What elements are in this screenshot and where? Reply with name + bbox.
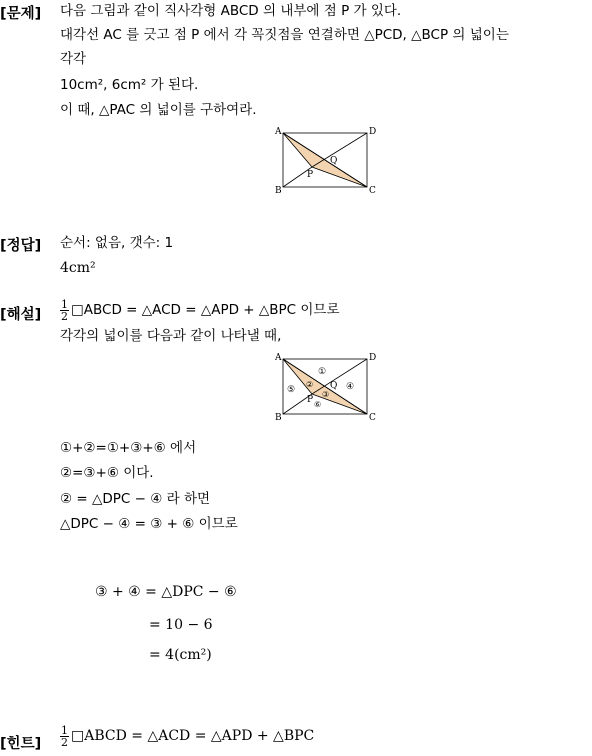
label-b: B bbox=[275, 413, 282, 422]
calc-line-1: ③ + ④ = △DPC − ⑥ bbox=[95, 584, 237, 600]
problem-tag: [문제] bbox=[0, 6, 42, 22]
explanation-step-1: ①+②=①+③+⑥ 에서 bbox=[60, 440, 197, 456]
problem-line-5: 이 때, △PAC 의 넓이를 구하여라. bbox=[60, 102, 257, 118]
label-c: C bbox=[369, 413, 376, 422]
answer-value: 4cm² bbox=[60, 260, 96, 276]
label-p: P bbox=[307, 395, 314, 405]
problem-line-2: 대각선 AC 를 긋고 점 P 에서 각 꼭짓점을 연결하면 △PCD, △BCP 의 넓이는 bbox=[60, 27, 509, 43]
answer-meta: 순서: 없음, 갯수: 1 bbox=[60, 235, 174, 251]
explanation-eq1: $\frac{1}{2}$ □ABCD = △ACD = △APD + △BPC 이므로 bbox=[61, 297, 340, 323]
calc-line-2: = 10 − 6 bbox=[149, 617, 213, 633]
problem-line-1: 다음 그림과 같이 직사각형 ABCD 의 내부에 점 P 가 있다. bbox=[60, 3, 402, 19]
fraction-half: $\frac{1}{2}$ bbox=[61, 297, 68, 323]
fraction-half: $\frac{1}{2}$ bbox=[61, 723, 68, 749]
calc-line-3: = 4(cm²) bbox=[149, 647, 212, 663]
answer-tag: [정답] bbox=[0, 238, 42, 254]
explanation-step-4: △DPC − ④ = ③ + ⑥ 이므로 bbox=[60, 516, 238, 532]
explanation-line-2: 각각의 넓이를 다음과 같이 나타낼 때, bbox=[60, 328, 282, 344]
problem-line-4: 10cm², 6cm² 가 된다. bbox=[60, 77, 199, 93]
segment-dp bbox=[312, 133, 367, 167]
region-4: ④ bbox=[346, 382, 355, 392]
label-d: D bbox=[369, 127, 377, 137]
problem-line-3: 각각 bbox=[60, 51, 87, 67]
explanation-step-2: ②=③+⑥ 이다. bbox=[60, 465, 154, 481]
label-a: A bbox=[275, 127, 282, 137]
hint-eq: $\frac{1}{2}$ □ABCD = △ACD = △APD + △BPC bbox=[61, 723, 315, 749]
explanation-figure bbox=[270, 350, 382, 422]
label-q: Q bbox=[330, 381, 338, 391]
hint-tag: [힌트] bbox=[0, 736, 42, 752]
label-a: A bbox=[275, 353, 282, 363]
explanation-step-3: ② = △DPC − ④ 라 하면 bbox=[60, 491, 211, 507]
region-3: ③ bbox=[322, 390, 330, 399]
problem-figure bbox=[270, 124, 382, 194]
region-6: ⑥ bbox=[314, 400, 322, 409]
label-c: C bbox=[369, 186, 376, 194]
label-b: B bbox=[275, 186, 282, 194]
label-p: P bbox=[307, 170, 314, 180]
label-d: D bbox=[369, 353, 377, 363]
region-5: ⑤ bbox=[287, 385, 296, 395]
label-q: Q bbox=[330, 156, 338, 166]
region-1: ① bbox=[318, 367, 327, 377]
explanation-tag: [해설] bbox=[0, 307, 42, 323]
region-2: ② bbox=[306, 380, 314, 389]
